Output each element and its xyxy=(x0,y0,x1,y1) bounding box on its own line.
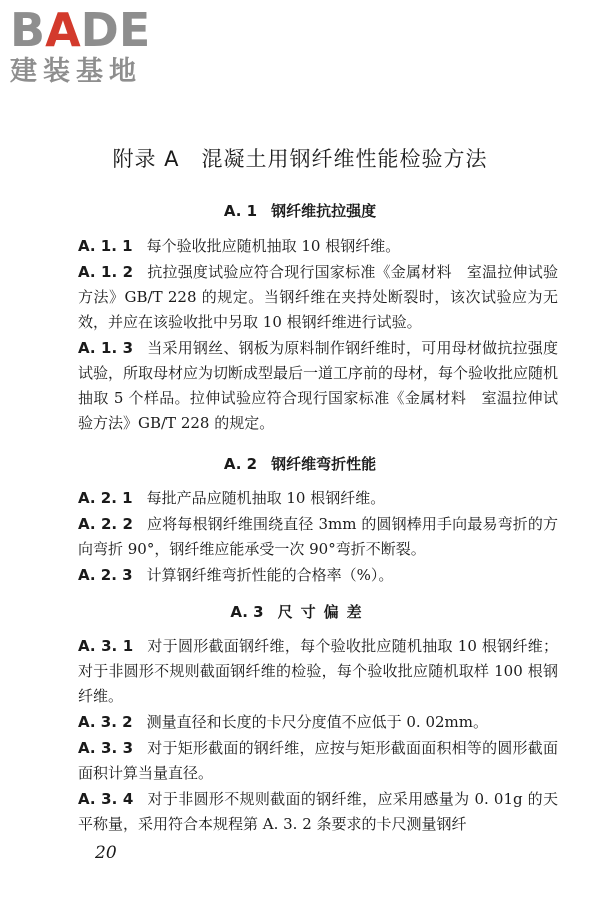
paragraph-number: A. 3. 3 xyxy=(78,739,134,757)
paragraph-a-3-2 xyxy=(78,710,558,735)
bade-logo xyxy=(10,3,180,88)
paragraph-number: A. 3. 4 xyxy=(78,790,134,808)
paragraph-a-2-3 xyxy=(78,563,558,588)
section-title: 钢纤维抗拉强度 xyxy=(271,202,377,220)
paragraph-text: 每个验收批应随机抽取 10 根钢纤维。 xyxy=(146,237,401,255)
logo-letter-accent: A xyxy=(45,3,80,57)
paragraph-text: 计算钢纤维弯折性能的合格率（%）。 xyxy=(146,566,394,584)
section-number: A. 3 xyxy=(230,603,264,621)
paragraph-text: 每批产品应随机抽取 10 根钢纤维。 xyxy=(146,489,386,507)
paragraph-number: A. 1. 3 xyxy=(78,339,134,357)
paragraph-number: A. 2. 2 xyxy=(78,515,133,533)
logo-letter: B xyxy=(10,3,45,57)
paragraph-text: 抗拉强度试验应符合现行国家标准《金属材料 室温拉伸试验方法》GB/T 228 的规定。当钢纤维在夹持处断裂时，该次试验应为无效，并应在该验收批中另取 10 根钢纤维进行试验。 xyxy=(78,263,558,331)
paragraph-text: 对于圆形截面钢纤维，每个验收批应随机抽取 10 根钢纤维；对于非圆形不规则截面钢纤维的检验，每个验收批应随机取样 100 根钢纤维。 xyxy=(78,637,558,705)
paragraph-text: 当采用钢丝、钢板为原料制作钢纤维时，可用母材做抗拉强度试验，所取母材应为切断成型最后一道工序前的母材，每个验收批应随机抽取 5 个样品。拉伸试验应符合现行国家标准《金属材料 室温拉伸试验方法》GB/T 228 的规定。 xyxy=(78,339,559,432)
paragraph-a-2-1 xyxy=(78,486,558,511)
paragraph-number: A. 3. 1 xyxy=(78,637,134,655)
section-heading-a2 xyxy=(0,453,600,474)
section-heading-a3 xyxy=(0,601,600,622)
paragraph-text: 应将每根钢纤维围绕直径 3mm 的圆钢棒用手向最易弯折的方向弯折 90°，钢纤维应能承受一次 90°弯折不断裂。 xyxy=(78,515,559,558)
paragraph-a-1-1 xyxy=(78,234,558,259)
paragraph-a-1-2 xyxy=(78,260,558,335)
paragraph-text: 对于非圆形不规则截面的钢纤维，应采用感量为 0. 01g 的天平称量，采用符合本规程第 A. 3. 2 条要求的卡尺测量钢纤 xyxy=(78,790,559,833)
paragraph-a-1-3 xyxy=(78,336,558,436)
section-number: A. 2 xyxy=(223,455,258,473)
paragraph-text: 测量直径和长度的卡尺分度值不应低于 0. 02mm。 xyxy=(146,713,488,731)
appendix-title: 附录 A 混凝土用钢纤维性能检验方法 xyxy=(112,147,488,171)
paragraph-number: A. 1. 2 xyxy=(78,263,134,281)
paragraph-a-3-1 xyxy=(78,634,558,709)
paragraph-a-3-3 xyxy=(78,736,558,786)
logo-wordmark xyxy=(10,3,180,57)
logo-letter: D xyxy=(80,3,118,57)
paragraph-a-2-2 xyxy=(78,512,558,562)
section-title: 尺寸偏差 xyxy=(277,603,370,621)
section-number: A. 1 xyxy=(223,202,258,220)
logo-letter: E xyxy=(118,3,150,57)
section-heading-a1 xyxy=(0,200,600,221)
paragraph-number: A. 2. 1 xyxy=(78,489,133,507)
paragraph-number: A. 3. 2 xyxy=(78,713,133,731)
page-number: 20 xyxy=(95,843,117,863)
logo-subtitle: 建装基地 xyxy=(10,56,142,87)
paragraph-number: A. 1. 1 xyxy=(78,237,133,255)
paragraph-a-3-4 xyxy=(78,787,558,837)
paragraph-number: A. 2. 3 xyxy=(78,566,133,584)
section-title: 钢纤维弯折性能 xyxy=(271,455,377,473)
paragraph-text: 对于矩形截面的钢纤维，应按与矩形截面面积相等的圆形截面面积计算当量直径。 xyxy=(78,739,558,782)
